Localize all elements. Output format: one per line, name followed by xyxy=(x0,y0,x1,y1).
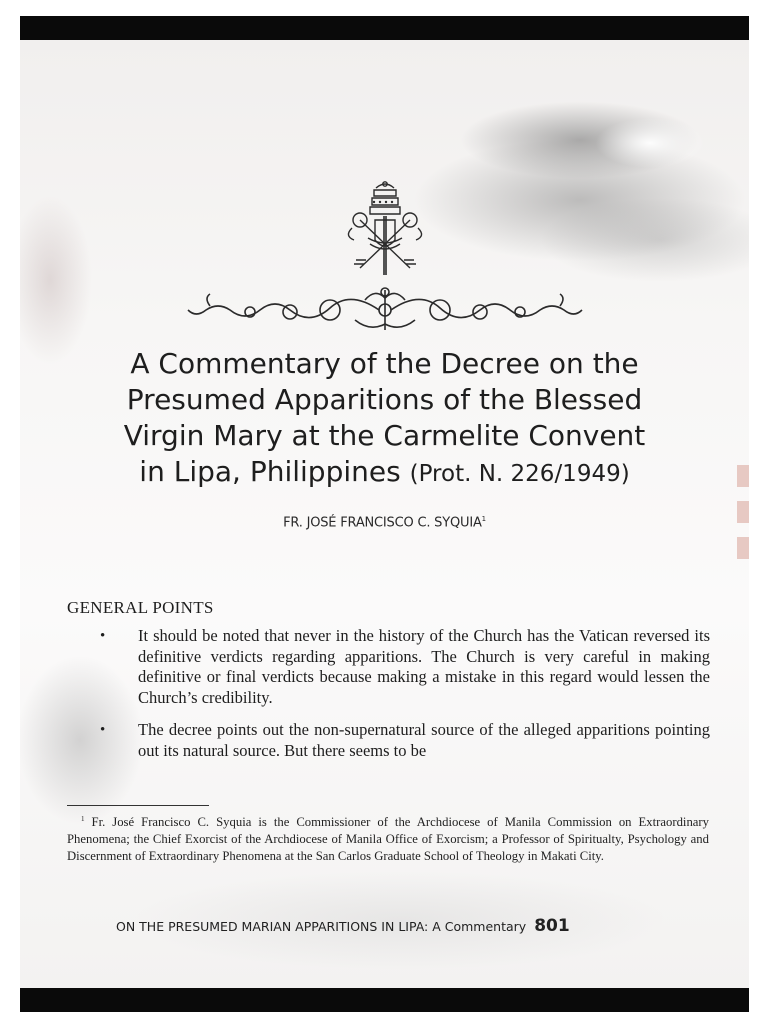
footnote xyxy=(67,811,709,865)
document-page xyxy=(20,40,749,988)
footnote-text: Fr. José Francisco C. Syquia is the Commissioner of the Archdiocese of Manila Commission on Extraordinary Phenomena; the Chief Exorcist of the Archdiocese of Manila Office of Exorcism; a Professor of Spiritualty, Psychology and Discernment of Extraordinary Phenomena at the San Carlos Graduate School of Theology in Makati City. xyxy=(67,815,709,864)
ornamental-scroll-icon xyxy=(180,280,590,340)
author-name: FR. JOSÉ FRANCISCO C. SYQUIA xyxy=(283,515,482,531)
title-line-3: Virgin Mary at the Carmelite Convent xyxy=(123,419,646,452)
bullet-text: It should be noted that never in the history of the Church has the Vatican reversed its definitive verdicts regarding apparitions. The Church is very careful in making definitive or final verdicts because making a mistake in this regard would lessen the Church’s credibility. xyxy=(138,626,710,707)
list-item xyxy=(90,720,710,761)
running-footer xyxy=(116,916,716,936)
title-line-2: Presumed Apparitions of the Blessed xyxy=(126,383,643,416)
page-number: 801 xyxy=(534,916,570,936)
top-black-bar xyxy=(20,16,749,40)
bullet-icon: • xyxy=(100,722,106,738)
bottom-black-bar xyxy=(20,988,749,1012)
protocol-number: (Prot. N. 226/1949) xyxy=(409,461,630,487)
footnote-divider xyxy=(67,805,209,806)
title-line-4: in Lipa, Philippines xyxy=(139,455,401,488)
footnote-mark: 1 xyxy=(81,815,85,823)
running-footer-text: ON THE PRESUMED MARIAN APPARITIONS IN LIPA: A Commentary xyxy=(116,919,527,934)
section-heading: GENERAL POINTS xyxy=(67,598,214,617)
document-title xyxy=(60,346,709,492)
bullet-text: The decree points out the non-supernatural source of the alleged apparitions pointing out its natural source. But there seems to be xyxy=(138,720,710,760)
list-item xyxy=(90,626,710,708)
author-footnote-mark: 1 xyxy=(481,515,486,523)
bullet-icon: • xyxy=(100,628,106,644)
author-byline xyxy=(20,515,749,530)
papal-coat-of-arms-icon xyxy=(330,180,440,280)
title-line-1: A Commentary of the Decree on the xyxy=(130,347,639,380)
cloud-highlight xyxy=(595,118,705,168)
bullet-list xyxy=(90,626,710,773)
